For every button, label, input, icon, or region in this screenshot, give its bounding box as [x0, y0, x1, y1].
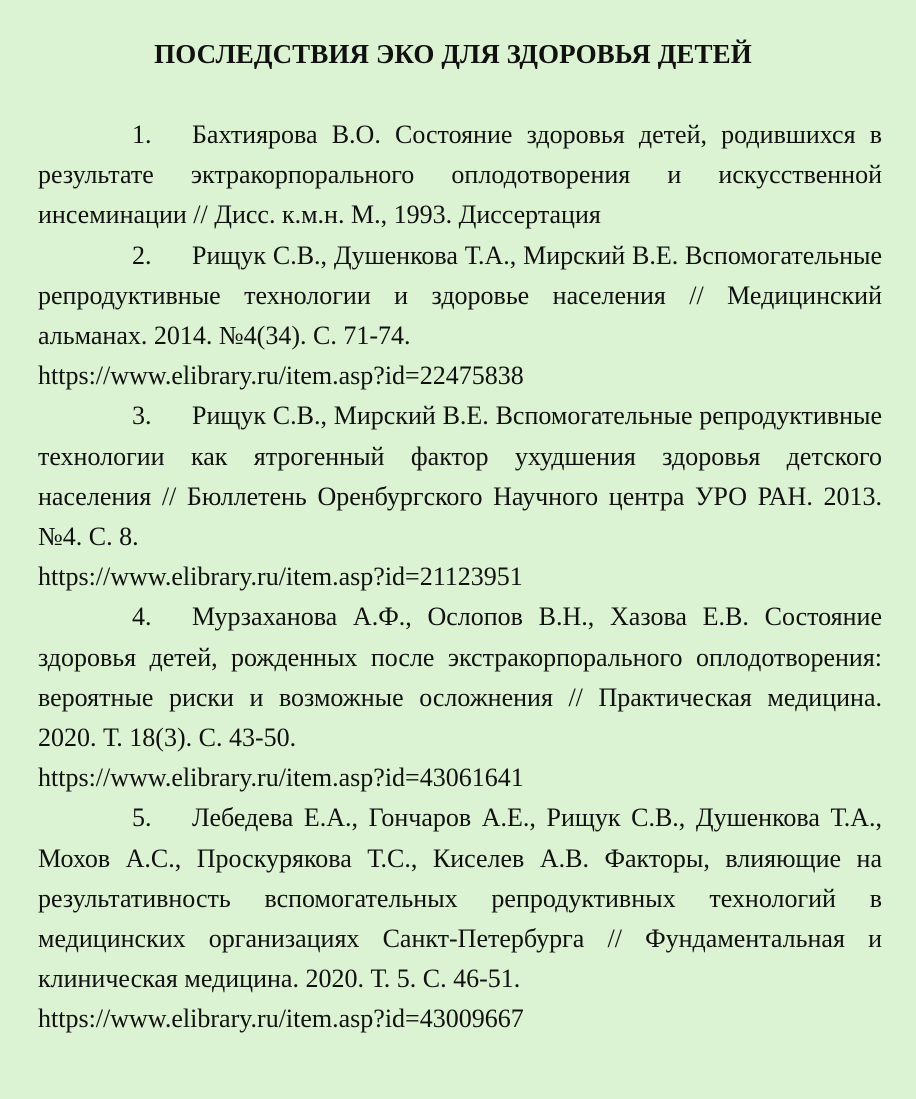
reference-link[interactable]: https://www.elibrary.ru/item.asp?id=21123951 [38, 562, 523, 592]
reference-item [38, 115, 882, 236]
reference-item [38, 798, 882, 1039]
reference-text: Мурзаханова А.Ф., Ослопов В.Н., Хазова Е.В. Состояние здоровья детей, рожденных после экстракорпорального оплодотворения: вероятные риски и возможные осложнения // Практическая медицина. 2020. Т. 18(3). С. 43-50. [38, 602, 882, 753]
reference-number: 2. [132, 240, 152, 270]
reference-item [38, 396, 882, 597]
reference-link[interactable]: https://www.elibrary.ru/item.asp?id=43009667 [38, 1004, 524, 1034]
reference-number: 4. [132, 602, 152, 632]
reference-number: 5. [132, 803, 152, 833]
reference-text: Лебедева Е.А., Гончаров А.Е., Рищук С.В., Душенкова Т.А., Мохов А.С., Проскурякова Т.С., Киселев А.В. Факторы, влияющие на результативность вспомогательных репродуктивных технологий в медицинских организациях Санкт-Петербурга // Фундаментальная и клиническая медицина. 2020. Т. 5. С. 46-51. [38, 803, 882, 994]
reference-link[interactable]: https://www.elibrary.ru/item.asp?id=43061641 [38, 763, 524, 793]
reference-text: Бахтиярова В.О. Состояние здоровья детей, родившихся в результате эктракорпорального оплодотворения и искусственной инсеминации // Дисс. к.м.н. М., 1993. Диссертация [38, 120, 882, 230]
reference-text: Рищук С.В., Душенкова Т.А., Мирский В.Е. Вспомогательные репродуктивные технологии и здоровье населения // Медицинский альманах. 2014. №4(34). С. 71-74. [38, 240, 882, 351]
reference-list [38, 115, 882, 1040]
document-title: ПОСЛЕДСТВИЯ ЭКО ДЛЯ ЗДОРОВЬЯ ДЕТЕЙ [154, 39, 752, 69]
reference-link[interactable]: https://www.elibrary.ru/item.asp?id=22475838 [38, 361, 524, 391]
reference-item [38, 236, 882, 397]
reference-item [38, 597, 882, 798]
reference-number: 3. [132, 401, 152, 431]
reference-number: 1. [132, 120, 152, 149]
reference-text: Рищук С.В., Мирский В.Е. Вспомогательные репродуктивные технологии как ятрогенный фактор ухудшения здоровья детского населения // Бюллетень Оренбургского Научного центра УРО РАН. 2013. №4. С. 8. [38, 401, 882, 552]
